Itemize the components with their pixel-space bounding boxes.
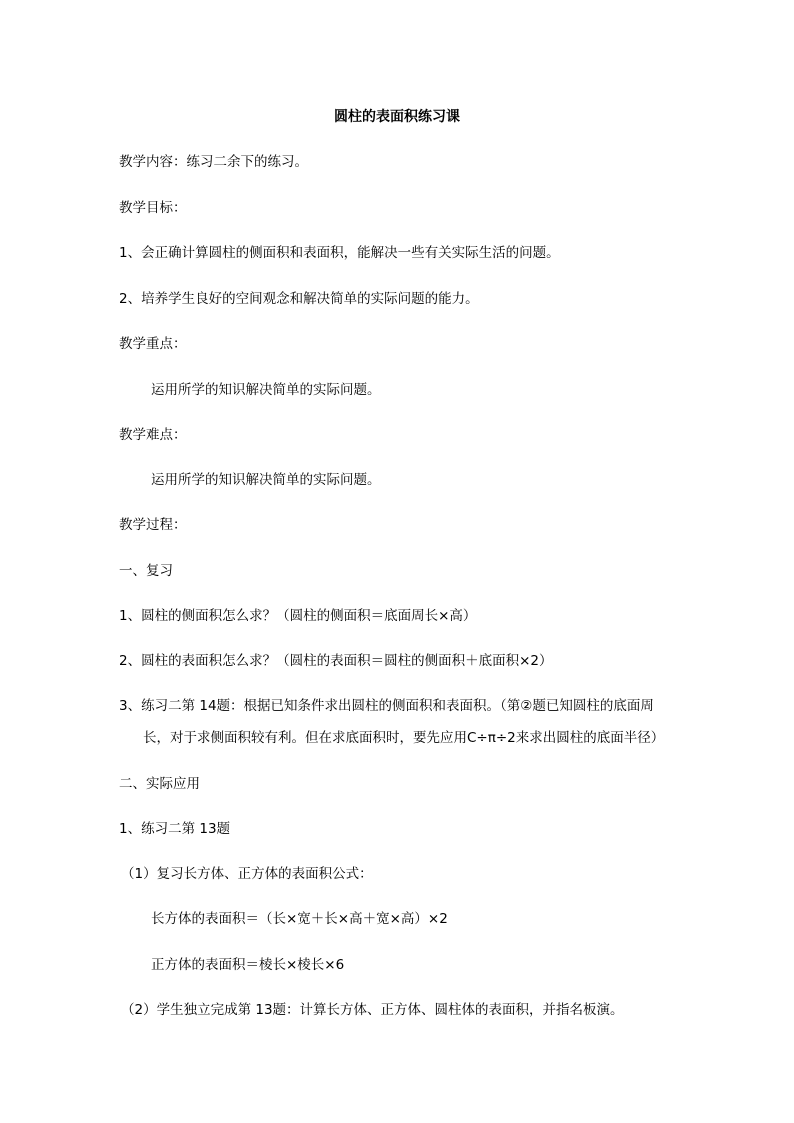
application-item-1: 1、练习二第 13题: [119, 821, 231, 837]
cuboid-formula: 长方体的表面积＝（长×宽＋长×高＋宽×高）×2: [151, 911, 448, 927]
key-points-heading: 教学重点：: [119, 336, 187, 352]
review-item-3-continued: 长，对于求侧面积较有利。但在求底面积时，要先应用C÷π÷2来求出圆柱的底面半径）: [143, 730, 665, 746]
review-item-3: 3、练习二第 14题：根据已知条件求出圆柱的侧面积和表面积。（第②题已知圆柱的底面周: [119, 698, 654, 714]
difficulties-text: 运用所学的知识解决简单的实际问题。: [151, 472, 381, 488]
section-review-heading: 一、复习: [119, 563, 173, 579]
application-subitem-1: （1）复习长方体、正方体的表面积公式：: [121, 866, 373, 882]
key-points-text: 运用所学的知识解决简单的实际问题。: [151, 382, 381, 398]
teaching-content: 教学内容：练习二余下的练习。: [119, 154, 308, 170]
document-title: 圆柱的表面积练习课: [334, 109, 460, 125]
difficulties-heading: 教学难点：: [119, 427, 187, 443]
process-heading: 教学过程：: [119, 517, 187, 533]
review-item-2: 2、圆柱的表面积怎么求？（圆柱的表面积＝圆柱的侧面积＋底面积×2）: [119, 653, 553, 669]
teaching-goals-heading: 教学目标：: [119, 200, 187, 216]
application-subitem-2: （2）学生独立完成第 13题：计算长方体、正方体、圆柱体的表面积，并指名板演。: [121, 1002, 624, 1018]
goal-item-2: 2、培养学生良好的空间观念和解决简单的实际问题的能力。: [119, 291, 479, 307]
section-application-heading: 二、实际应用: [119, 776, 200, 792]
cube-formula: 正方体的表面积＝棱长×棱长×6: [151, 957, 345, 973]
review-item-1: 1、圆柱的侧面积怎么求？（圆柱的侧面积＝底面周长×高）: [119, 608, 477, 624]
goal-item-1: 1、会正确计算圆柱的侧面积和表面积，能解决一些有关实际生活的问题。: [119, 245, 560, 261]
